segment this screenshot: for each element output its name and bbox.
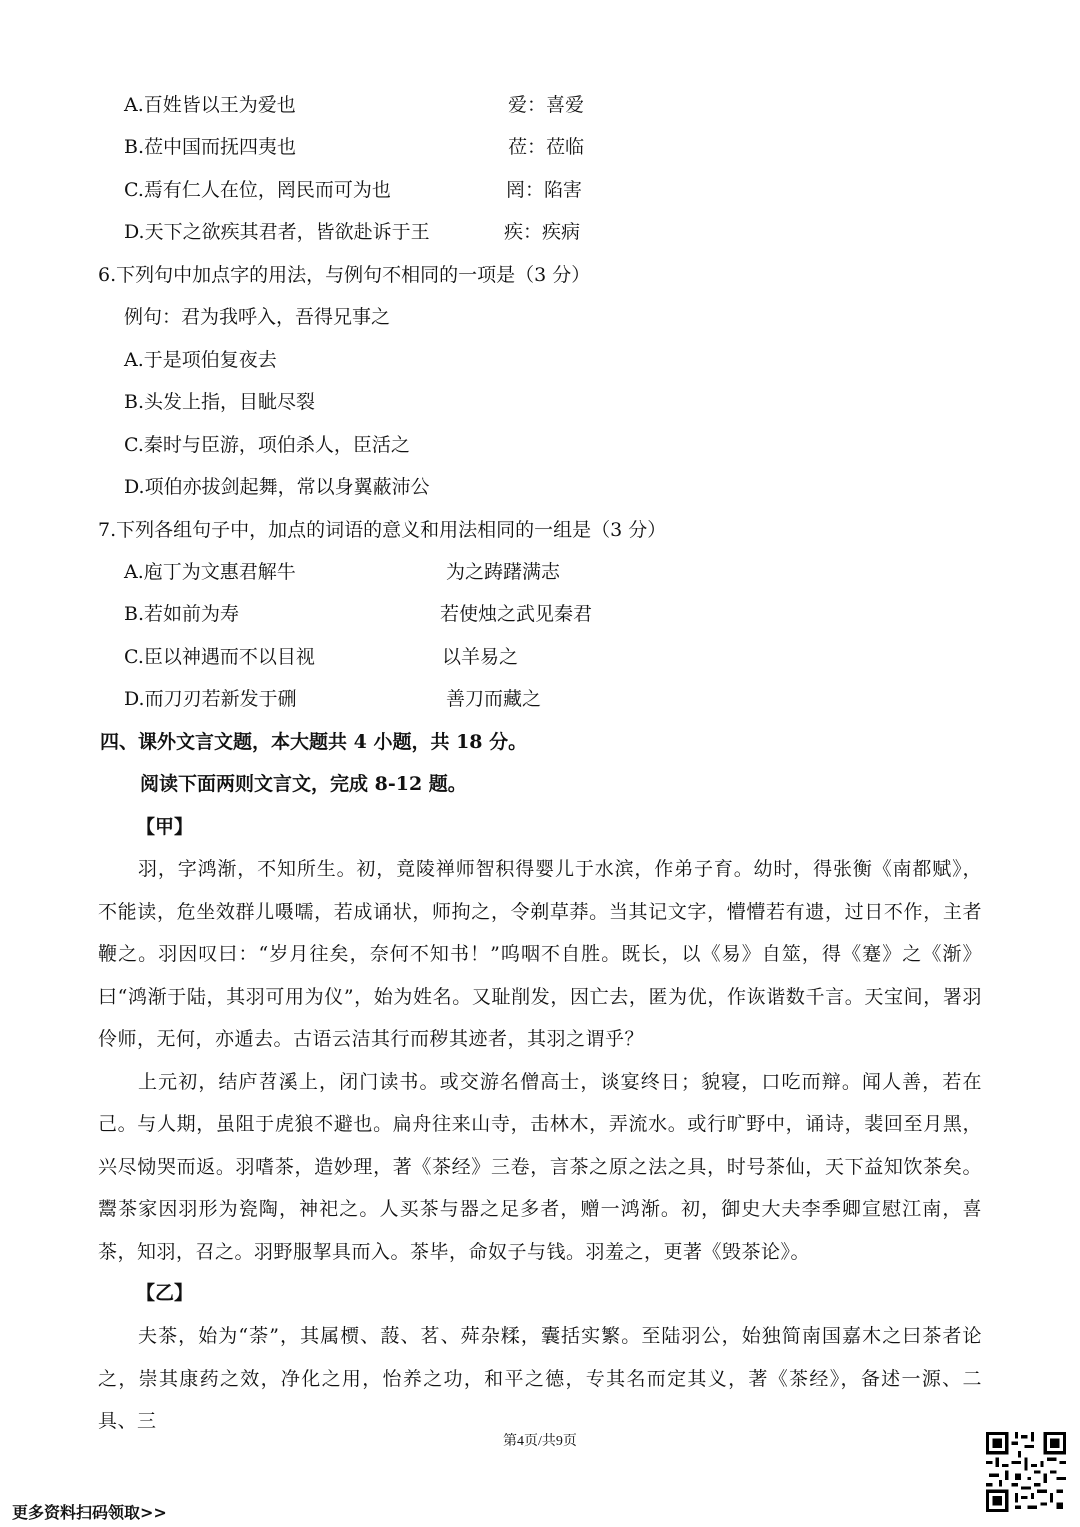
q6-option-a: A.于是项伯复夜去 (124, 349, 277, 371)
more-resources-link[interactable]: 更多资料扫码领取>> (12, 1503, 167, 1522)
q5-option-b: B.莅中国而抚四夷也 (124, 136, 297, 158)
q7-option-a: A.庖丁为文惠君解牛 (124, 561, 296, 583)
q5-option-b-gloss: 莅：莅临 (508, 136, 585, 158)
q6-option-d: D.项伯亦拔剑起舞，常以身翼蔽沛公 (124, 476, 430, 498)
q6-option-b: B.头发上指，目眦尽裂 (124, 391, 316, 413)
q6-example: 例句：君为我呼入，吾得兄事之 (124, 306, 391, 328)
q5-option-a: A.百姓皆以王为爱也 (124, 94, 296, 116)
q7-stem: 7.下列各组句子中，加点的词语的意义和用法相同的一组是（3 分） (98, 519, 667, 541)
q6-option-c: C.秦时与臣游，项伯杀人，臣活之 (124, 434, 410, 456)
q7-option-c-pair: 以羊易之 (442, 646, 519, 668)
qr-code-icon[interactable] (986, 1432, 1066, 1512)
q7-option-c: C.臣以神遇而不以目视 (124, 646, 315, 668)
passage-jia-label: 【甲】 (136, 816, 194, 838)
section-instruction: 阅读下面两则文言文，完成 8-12 题。 (140, 773, 467, 795)
passage-jia-paragraph-1: 羽，字鸿渐，不知所生。初，竟陵禅师智积得婴儿于水滨，作弟子育。幼时，得张衡《南都赋》，不能读，危坐效群儿嗫嚅，若成诵状，师拘之，令剃草莽。当其记文字，懵懵若有遗，过日不作，主者鞭之。羽因叹曰：“岁月往矣，奈何不知书！”呜咽不自胜。既长，以《易》自筮，得《蹇》之《渐》曰“鸿渐于陆，其羽可用为仪”，始为姓名。又耻削发，因亡去，匿为优，作诙谐数千言。天宝间，署羽伶师，无何，亦遁去。古语云洁其行而秽其迹者，其羽之谓乎？ (98, 858, 982, 1050)
q7-option-b: B.若如前为寿 (124, 603, 240, 625)
q7-option-d: D.而刀刃若新发于硎 (124, 688, 297, 710)
page-number: 第4页/共9页 (503, 1434, 577, 1449)
passage-yi (98, 1315, 982, 1443)
passage-yi-label: 【乙】 (136, 1282, 194, 1304)
q5-option-d-gloss: 疾：疾病 (504, 221, 581, 243)
q7-option-a-pair: 为之踌躇满志 (446, 561, 561, 583)
q5-option-d: D.天下之欲疾其君者，皆欲赴诉于王 (124, 221, 430, 243)
q5-option-c: C.焉有仁人在位，罔民而可为也 (124, 179, 391, 201)
passage-yi-paragraph-1: 夫茶，始为“荼”，其属槚、蔎、茗、荈杂糅，囊括实繁。至陆羽公，始独简南国嘉木之曰茶者论之，崇其康药之效，净化之用，怡养之功，和平之德，专其名而定其义，著《茶经》，备述一源、二具、三 (98, 1325, 982, 1432)
q5-option-a-gloss: 爱：喜爱 (508, 94, 585, 116)
section-heading: 四、课外文言文题，本大题共 4 小题，共 18 分。 (100, 731, 528, 753)
q7-option-b-pair: 若使烛之武见秦君 (440, 603, 593, 625)
q7-option-d-pair: 善刀而藏之 (446, 688, 542, 710)
passage-jia (98, 848, 982, 1273)
q5-option-c-gloss: 罔：陷害 (506, 179, 583, 201)
q6-stem: 6.下列句中加点字的用法，与例句不相同的一项是（3 分） (98, 264, 591, 286)
passage-jia-paragraph-2: 上元初，结庐苕溪上，闭门读书。或交游名僧高士，谈宴终日；貌寝，口吃而辩。闻人善，若在己。与人期，虽阻于虎狼不避也。扁舟往来山寺，击林木，弄流水。或行旷野中，诵诗，裴回至月黑，兴尽恸哭而返。羽嗜茶，造妙理，著《茶经》三卷，言茶之原之法之具，时号茶仙，天下益知饮茶矣。鬻茶家因羽形为瓷陶，神祀之。人买茶与器之足多者，赠一鸿渐。初，御史大夫李季卿宣慰江南，喜茶，知羽，召之。羽野服挈具而入。茶毕，命奴子与钱。羽羞之，更著《毁茶论》。 (98, 1070, 982, 1263)
